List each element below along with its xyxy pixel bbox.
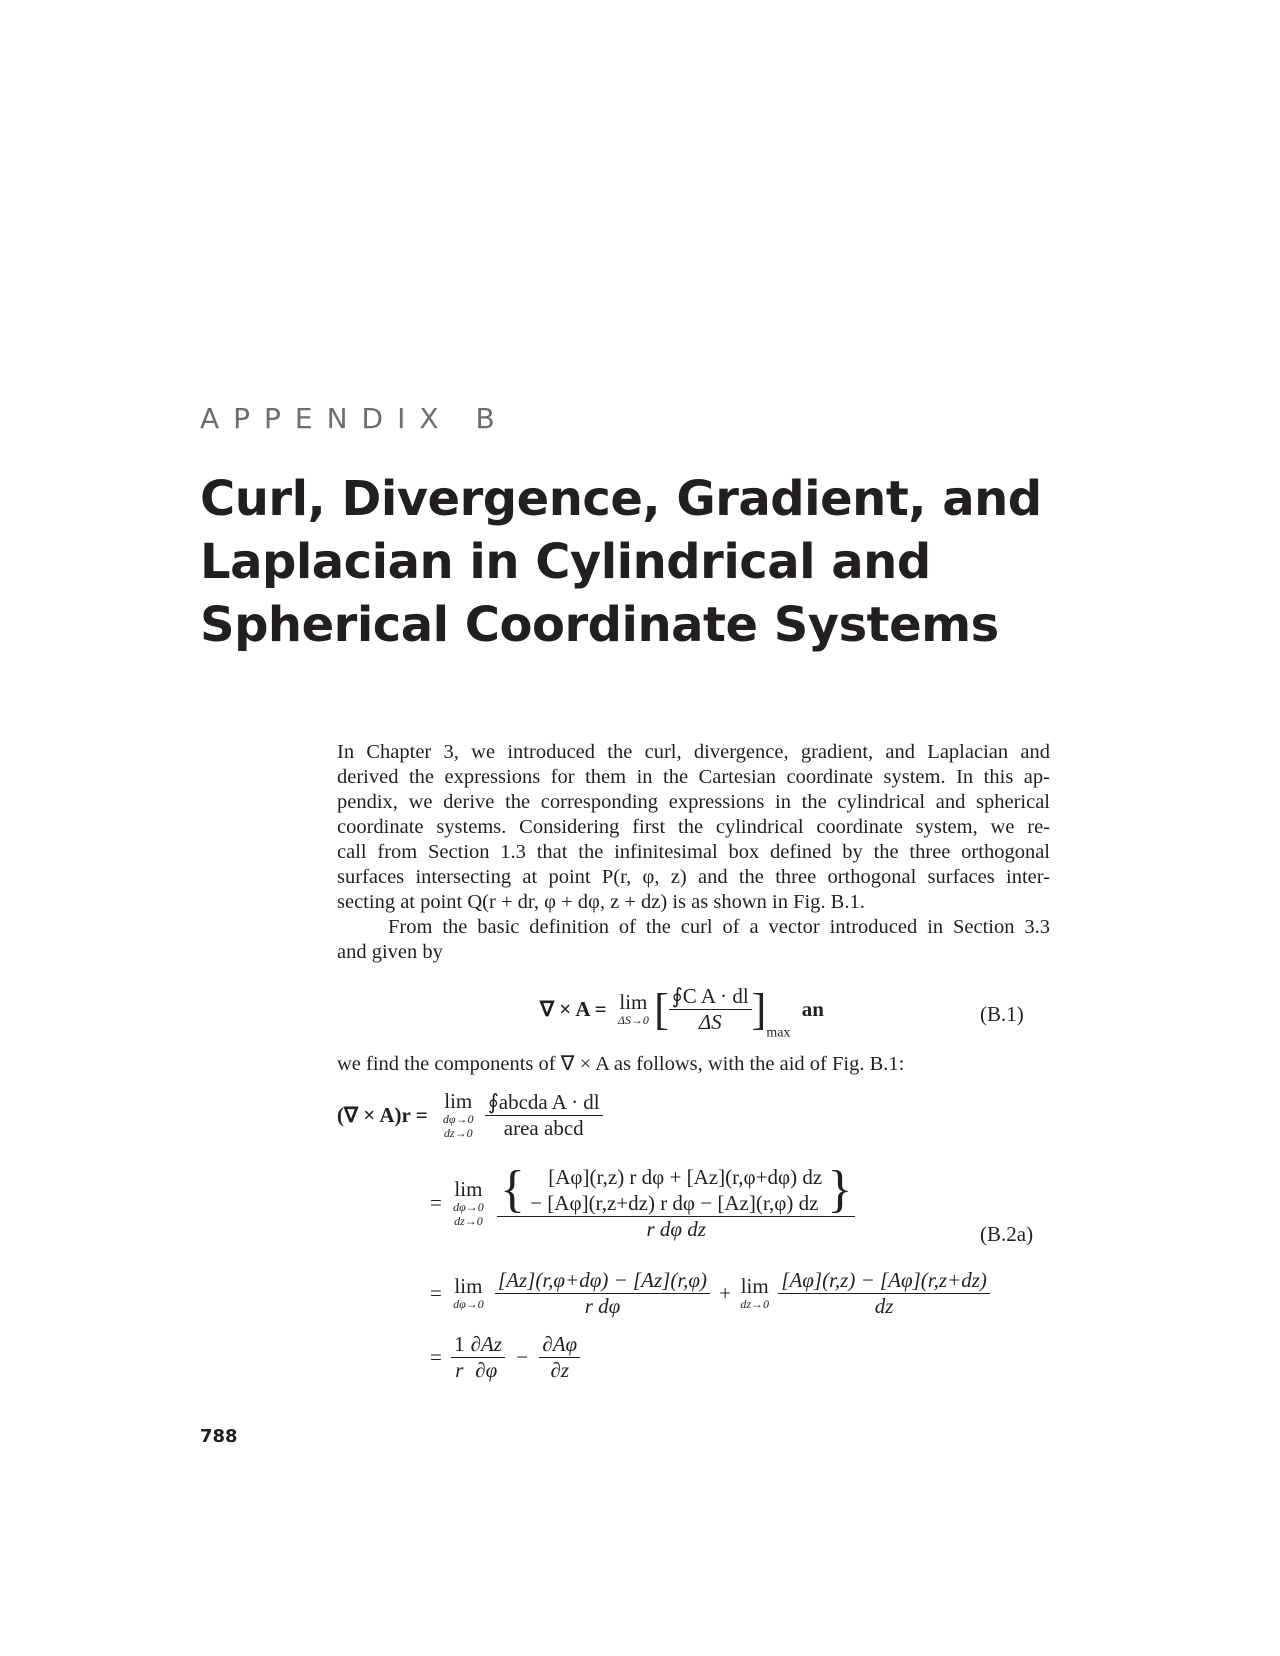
b1-bracket-left: [	[654, 985, 669, 1034]
b2a-l4-fraction-1	[451, 1332, 468, 1383]
b2a-l3-fraction-1	[495, 1268, 710, 1319]
b2a-l1-numerator: ∮abcda A · dl	[485, 1090, 603, 1116]
b2a-l2-numerator	[497, 1161, 855, 1218]
b2a-l2-brace-right: }	[827, 1161, 853, 1218]
b2a-l2-brace-content	[530, 1164, 822, 1216]
b2a-line-1	[337, 1090, 603, 1141]
para2-line-1: From the basic definition of the curl of a vector introduced in Section 3.3	[388, 916, 1050, 938]
b2a-l2-eq: =	[430, 1190, 442, 1215]
b2a-l1-lim-sub2: dz→0	[443, 1126, 473, 1140]
b1-lim	[618, 992, 649, 1027]
title-line-2: Laplacian in Cylindrical and	[200, 534, 931, 590]
b2a-l3-frac2-den: dz	[874, 1294, 894, 1318]
intro-line-1: In Chapter 3, we introduced the curl, divergence, gradient, and Laplacian and	[337, 741, 1050, 763]
b2a-l2-lim-sub1: dφ→0	[453, 1199, 484, 1214]
b2a-l2-denominator: r dφ dz	[646, 1217, 706, 1241]
b1-lim-word: lim	[619, 990, 648, 1014]
b2a-l3-eq: =	[430, 1281, 442, 1305]
b2a-l3-frac2-num: [Aφ](r,z) − [Aφ](r,z+dz)	[778, 1268, 990, 1294]
equation-b1	[540, 984, 824, 1041]
b2a-l2-brace-bottom: − [Aφ](r,z+dz) r dφ − [Az](r,φ) dz	[530, 1191, 819, 1215]
b2a-lhs: (∇ × A)r =	[337, 1103, 428, 1127]
b2a-l4-f1-num: 1	[451, 1332, 468, 1358]
intro-line-4: coordinate systems. Considering first the cylindrical coordinate system, we re-	[337, 816, 1050, 838]
b2a-l2-brace-left: {	[499, 1161, 525, 1218]
b2a-l4-fraction-3	[539, 1332, 580, 1383]
b1-denominator: ΔS	[698, 1010, 722, 1034]
b2a-l3-lim2-word: lim	[740, 1274, 769, 1298]
b2a-l4-f3-den: ∂z	[550, 1358, 570, 1382]
b2a-l3-lim2-sub: dz→0	[740, 1297, 770, 1311]
b2a-l1-lim	[443, 1091, 474, 1140]
b2a-l2-brace-top: [Aφ](r,z) r dφ + [Az](r,φ+dφ) dz	[548, 1165, 823, 1189]
b2a-l4-fraction-2	[468, 1332, 505, 1383]
b2a-l3-frac1-den: r dφ	[584, 1294, 621, 1318]
b2a-l4-eq: =	[430, 1345, 442, 1369]
b2a-l1-denominator: area abcd	[503, 1116, 584, 1140]
intro-line-5: call from Section 1.3 that the infinitesimal box defined by the three orthogonal	[337, 841, 1050, 863]
b1-bracket-right: ]	[751, 985, 767, 1034]
intro-line-2: derived the expressions for them in the Cartesian coordinate system. In this ap-	[337, 766, 1050, 788]
b2a-l3-lim1-word: lim	[454, 1274, 483, 1298]
b2a-l1-fraction	[485, 1090, 603, 1141]
b2a-l3-frac1-num: [Az](r,φ+dφ) − [Az](r,φ)	[495, 1268, 710, 1294]
b1-lhs: ∇ × A =	[540, 997, 607, 1021]
b2a-l3-fraction-2	[778, 1268, 990, 1319]
components-line: we find the components of ∇ × A as follows, with the aid of Fig. B.1:	[337, 1053, 905, 1075]
b2a-l4-minus: −	[516, 1345, 529, 1369]
b2a-l4-f2-den: ∂φ	[475, 1358, 498, 1382]
b1-lim-sub: ΔS→0	[617, 1013, 649, 1027]
b2a-l3-lim2	[740, 1276, 769, 1311]
paragraph-components	[337, 1052, 1050, 1077]
b2a-l4-f2-num: ∂Az	[468, 1332, 505, 1358]
b2a-line-3	[430, 1268, 990, 1319]
b2a-line-2	[430, 1161, 855, 1242]
b2a-l2-fraction	[497, 1161, 855, 1242]
intro-line-3: pendix, we derive the corresponding expressions in the cylindrical and spherical	[337, 791, 1050, 813]
b1-fraction	[669, 984, 752, 1035]
paragraph-intro	[337, 740, 1050, 965]
b2a-l3-lim1	[453, 1276, 484, 1311]
intro-line-6: surfaces intersecting at point P(r, φ, z) and the three orthogonal surfaces inter-	[337, 866, 1050, 888]
b2a-l2-lim	[453, 1176, 484, 1228]
title-line-3: Spherical Coordinate Systems	[200, 597, 999, 653]
b1-max: max	[766, 1025, 791, 1041]
b2a-l4-f3-num: ∂Aφ	[539, 1332, 580, 1358]
b2a-l1-lim-sub1: dφ→0	[442, 1112, 474, 1126]
b2a-l2-lim-sub2: dz→0	[454, 1213, 483, 1228]
b1-unit-vector: an	[801, 997, 824, 1021]
intro-line-7: secting at point Q(r + dr, φ + dφ, z + dz) is as shown in Fig. B.1.	[337, 891, 865, 913]
page-number: 788	[200, 1426, 238, 1447]
chapter-title	[200, 468, 1100, 657]
b1-numerator: ∮C A · dl	[669, 984, 752, 1010]
b2a-l1-lim-word: lim	[444, 1089, 473, 1113]
b1-number: (B.1)	[980, 1002, 1024, 1026]
b2a-line-4	[430, 1332, 580, 1383]
appendix-label: APPENDIX B	[200, 402, 509, 435]
b2a-l3-plus: +	[719, 1281, 732, 1305]
title-line-1: Curl, Divergence, Gradient, and	[200, 471, 1042, 527]
para2-line-2: and given by	[337, 941, 443, 963]
b2a-number: (B.2a)	[980, 1222, 1034, 1246]
b2a-l4-f1-den: r	[455, 1358, 464, 1382]
b2a-l3-lim1-sub: dφ→0	[453, 1297, 484, 1311]
b2a-l2-lim-word: lim	[454, 1176, 483, 1201]
